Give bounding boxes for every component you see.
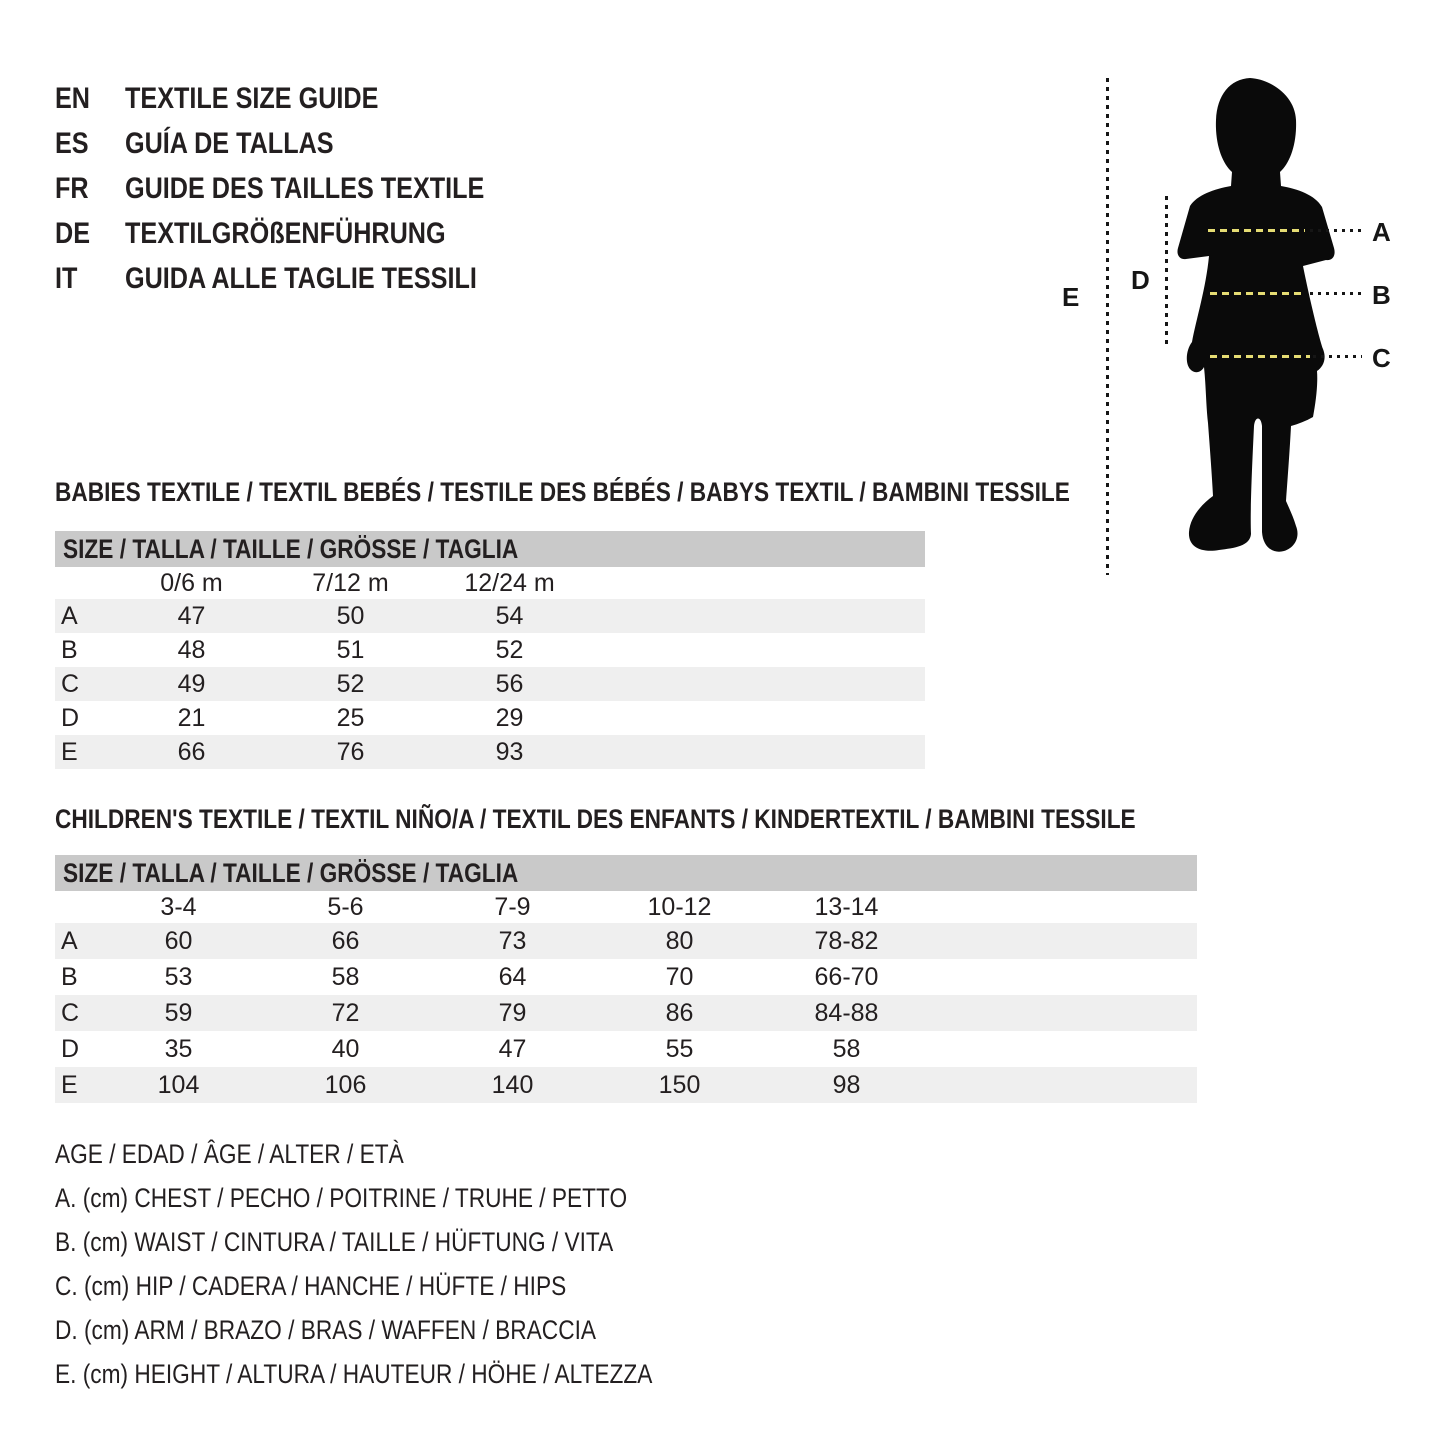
children-row-a-val-1: 66 <box>331 926 360 955</box>
children-section-title-text: CHILDREN'S TEXTILE / TEXTIL NIÑO/A / TEXTIL DES ENFANTS / KINDERTEXTIL / BAMBINI TESSILE <box>55 804 1136 834</box>
chest-dots-line-a <box>1310 229 1362 232</box>
figure-label-c: C <box>1372 343 1391 373</box>
legend-line-arm-text: D. (cm) ARM / BRAZO / BRAS / WAFFEN / BRACCIA <box>55 1314 596 1345</box>
children-col-header-2: 7-9 <box>494 892 531 921</box>
babies-row-b-val-2: 52 <box>495 635 524 664</box>
babies-row-c-filler <box>589 667 925 701</box>
babies-row-e <box>55 735 925 769</box>
language-title-en <box>125 82 427 116</box>
children-row-d-val-3: 55 <box>665 1034 694 1063</box>
children-row-e-val-2: 140 <box>491 1070 534 1099</box>
legend-line-age <box>55 1132 766 1176</box>
babies-row-a-filler <box>589 599 925 633</box>
children-row-e-filler <box>930 1067 1197 1103</box>
children-row-c-val-1: 72 <box>331 998 360 1027</box>
babies-row-a-val-2: 54 <box>495 601 524 630</box>
measurement-legend <box>55 1132 766 1396</box>
legend-line-age-text: AGE / EDAD / ÂGE / ALTER / ETÀ <box>55 1138 404 1169</box>
children-row-e-val-0: 104 <box>157 1070 200 1099</box>
babies-row-e-val-0: 66 <box>177 737 206 766</box>
children-size-table <box>55 855 1197 1103</box>
children-col-header-3: 10-12 <box>647 892 712 921</box>
babies-row-c-val-0: 49 <box>177 669 206 698</box>
children-row-a-filler <box>930 923 1197 959</box>
children-row-d-val-0: 35 <box>164 1034 193 1063</box>
figure-label-a: A <box>1372 217 1391 247</box>
babies-row-b-val-1: 51 <box>336 635 365 664</box>
babies-row-e-label: E <box>61 737 78 766</box>
children-row-d-val-4: 58 <box>832 1034 861 1063</box>
children-row-e-label: E <box>61 1070 78 1099</box>
babies-section-title-text: BABIES TEXTILE / TEXTIL BEBÉS / TESTILE DES BÉBÉS / BABYS TEXTIL / BAMBINI TESSILE <box>55 477 1070 507</box>
figure-label-d: D <box>1131 265 1150 295</box>
babies-row-d <box>55 701 925 735</box>
children-size-header-text: SIZE / TALLA / TAILLE / GRÖSSE / TAGLIA <box>63 857 519 888</box>
language-code-es-text: ES <box>55 126 89 160</box>
language-title-it-text: GUIDA ALLE TAGLIE TESSILI <box>125 261 477 295</box>
figure-label-b: B <box>1372 280 1391 310</box>
language-row-en <box>55 76 553 121</box>
legend-line-chest-text: A. (cm) CHEST / PECHO / POITRINE / TRUHE / PETTO <box>55 1182 628 1213</box>
language-code-es <box>55 127 125 161</box>
language-row-fr <box>55 166 553 211</box>
babies-row-b-label: B <box>61 635 78 664</box>
children-size-header-bar <box>55 855 1197 891</box>
legend-line-waist <box>55 1220 766 1264</box>
language-code-de-text: DE <box>55 216 91 250</box>
children-row-a-val-0: 60 <box>164 926 193 955</box>
babies-row-b <box>55 633 925 667</box>
children-row-d-val-2: 47 <box>498 1034 527 1063</box>
legend-line-chest <box>55 1176 766 1220</box>
language-code-en-text: EN <box>55 81 91 115</box>
children-row-e-val-3: 150 <box>658 1070 701 1099</box>
babies-row-e-val-1: 76 <box>336 737 365 766</box>
children-row-d <box>55 1031 1197 1067</box>
language-code-en <box>55 82 125 116</box>
children-row-d-val-1: 40 <box>331 1034 360 1063</box>
hip-dash-line-c <box>1210 355 1310 358</box>
babies-row-a-val-0: 47 <box>177 601 206 630</box>
language-row-es <box>55 121 553 166</box>
language-title-list <box>55 76 553 301</box>
children-row-c-val-4: 84-88 <box>814 998 879 1027</box>
babies-row-c-val-2: 56 <box>495 669 524 698</box>
chest-dash-line-a <box>1208 229 1305 232</box>
babies-col-header-1: 7/12 m <box>312 568 389 597</box>
language-title-en-text: TEXTILE SIZE GUIDE <box>125 81 379 115</box>
babies-row-a <box>55 599 925 633</box>
language-row-de <box>55 211 553 256</box>
hip-dots-line-c <box>1313 355 1362 358</box>
language-code-it-text: IT <box>55 261 78 295</box>
language-code-fr-text: FR <box>55 171 89 205</box>
children-col-header-4: 13-14 <box>814 892 879 921</box>
language-code-it <box>55 262 125 296</box>
waist-dash-line-b <box>1210 292 1305 295</box>
babies-size-header-bar <box>55 531 925 567</box>
children-row-c-label: C <box>61 998 80 1027</box>
babies-row-c-label: C <box>61 669 80 698</box>
language-code-de <box>55 217 125 251</box>
babies-section-title <box>55 477 1263 508</box>
children-col-header-0: 3-4 <box>160 892 197 921</box>
children-header-filler <box>930 891 1197 923</box>
babies-row-a-label: A <box>61 601 78 630</box>
children-row-d-filler <box>930 1031 1197 1067</box>
language-title-de <box>125 217 507 251</box>
babies-row-d-filler <box>589 701 925 735</box>
babies-row-e-filler <box>589 735 925 769</box>
children-col-header-1: 5-6 <box>327 892 364 921</box>
babies-row-c <box>55 667 925 701</box>
language-title-es <box>125 127 373 161</box>
babies-row-a-val-1: 50 <box>336 601 365 630</box>
children-row-c <box>55 995 1197 1031</box>
children-row-c-filler <box>930 995 1197 1031</box>
legend-line-hip-text: C. (cm) HIP / CADERA / HANCHE / HÜFTE / HIPS <box>55 1270 567 1301</box>
children-row-b-filler <box>930 959 1197 995</box>
figure-label-e: E <box>1062 282 1080 312</box>
children-row-b-val-0: 53 <box>164 962 193 991</box>
babies-size-table <box>55 531 925 769</box>
children-row-b-val-1: 58 <box>331 962 360 991</box>
language-title-de-text: TEXTILGRÖßENFÜHRUNG <box>125 216 446 250</box>
language-title-fr <box>125 172 553 206</box>
children-column-header-row <box>55 891 1197 923</box>
language-title-fr-text: GUIDE DES TAILLES TEXTILE <box>125 171 485 205</box>
children-row-b <box>55 959 1197 995</box>
children-row-b-val-2: 64 <box>498 962 527 991</box>
children-row-a-label: A <box>61 926 78 955</box>
babies-row-c-val-1: 52 <box>336 669 365 698</box>
children-corner-cell <box>55 891 95 923</box>
babies-row-d-val-2: 29 <box>495 703 524 732</box>
babies-col-header-0: 0/6 m <box>160 568 223 597</box>
legend-line-arm <box>55 1308 766 1352</box>
children-row-a <box>55 923 1197 959</box>
children-row-c-val-3: 86 <box>665 998 694 1027</box>
babies-column-header-row <box>55 567 925 599</box>
babies-row-d-val-0: 21 <box>177 703 206 732</box>
legend-line-height <box>55 1352 766 1396</box>
arm-guide-line-d <box>1165 196 1168 348</box>
babies-col-header-2: 12/24 m <box>464 568 555 597</box>
children-row-b-val-3: 70 <box>665 962 694 991</box>
children-row-a-val-2: 73 <box>498 926 527 955</box>
babies-row-d-label: D <box>61 703 80 732</box>
language-code-fr <box>55 172 125 206</box>
language-row-it <box>55 256 553 301</box>
children-row-b-label: B <box>61 962 78 991</box>
babies-row-b-filler <box>589 633 925 667</box>
babies-size-header-text: SIZE / TALLA / TAILLE / GRÖSSE / TAGLIA <box>63 533 519 564</box>
children-row-a-val-4: 78-82 <box>814 926 879 955</box>
babies-row-d-val-1: 25 <box>336 703 365 732</box>
babies-row-e-val-2: 93 <box>495 737 524 766</box>
legend-line-height-text: E. (cm) HEIGHT / ALTURA / HAUTEUR / HÖHE / ALTEZZA <box>55 1358 653 1389</box>
children-row-a-val-3: 80 <box>665 926 694 955</box>
legend-line-hip <box>55 1264 766 1308</box>
children-section-title <box>55 804 1342 835</box>
babies-header-filler <box>589 567 925 599</box>
children-row-d-label: D <box>61 1034 80 1063</box>
children-row-c-val-2: 79 <box>498 998 527 1027</box>
legend-line-waist-text: B. (cm) WAIST / CINTURA / TAILLE / HÜFTUNG / VITA <box>55 1226 614 1257</box>
children-row-e-val-1: 106 <box>324 1070 367 1099</box>
children-row-e <box>55 1067 1197 1103</box>
language-title-it <box>125 262 544 296</box>
children-row-c-val-0: 59 <box>164 998 193 1027</box>
children-row-e-val-4: 98 <box>832 1070 861 1099</box>
babies-corner-cell <box>55 567 112 599</box>
babies-row-b-val-0: 48 <box>177 635 206 664</box>
language-title-es-text: GUÍA DE TALLAS <box>125 126 334 160</box>
children-row-b-val-4: 66-70 <box>814 962 879 991</box>
waist-dots-line-b <box>1310 292 1362 295</box>
